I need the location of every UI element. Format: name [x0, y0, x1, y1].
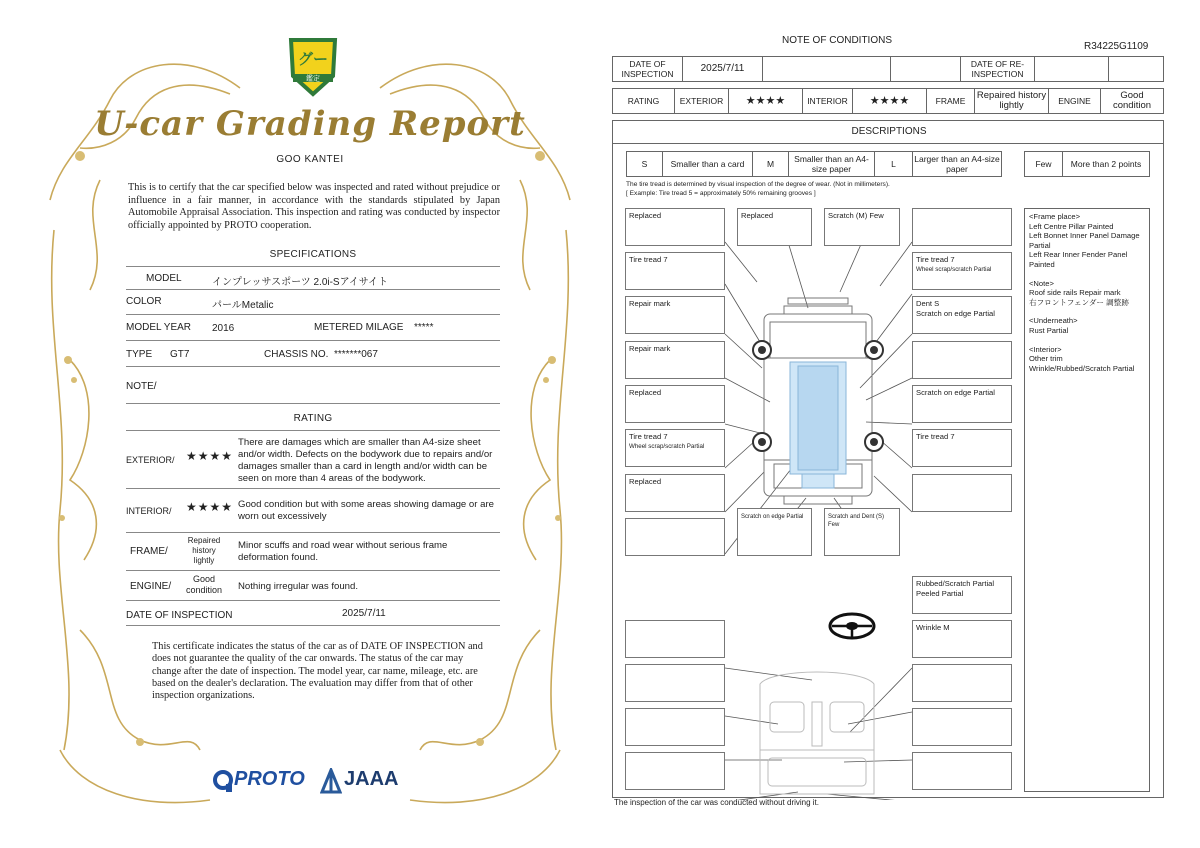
label-right-centre: [912, 341, 1012, 379]
label-rear-centre-2: Scratch and Dent (S) Few: [824, 508, 900, 556]
engine-value: Good condition: [185, 574, 223, 595]
few-label: Few: [1025, 152, 1063, 176]
label-right-rear: [912, 474, 1012, 512]
exterior-label: EXTERIOR: [675, 89, 729, 113]
frame-value: Repaired history lightly: [975, 89, 1049, 113]
few-text: More than 2 points: [1070, 159, 1142, 169]
frame-label: FRAME: [927, 89, 975, 113]
grading-report-page: [40, 30, 580, 820]
legend-code-m: M: [753, 152, 789, 176]
exterior-stars: ★★★★: [729, 89, 803, 113]
interior-label: INTERIOR: [803, 89, 853, 113]
model-label: MODEL: [146, 273, 182, 284]
label-left-rear: Replaced: [625, 474, 725, 512]
reinspection-label: DATE OF RE-INSPECTION: [961, 57, 1035, 81]
rating-label: RATING: [613, 89, 675, 113]
model-year-value: 2016: [212, 323, 235, 334]
legend-text-l: Larger than an A4-size paper: [914, 154, 1000, 174]
inspection-date-value: 2025/7/11: [342, 608, 386, 619]
chassis-label: CHASSIS NO.: [264, 349, 329, 360]
frame-row: [126, 533, 500, 571]
engine-label: ENGINE: [1049, 89, 1101, 113]
note-1: Roof side rails Repair mark: [1029, 288, 1121, 298]
label-steering-line1: Rubbed/Scratch Partial: [916, 579, 995, 588]
label-left-front-door: Repair mark: [625, 296, 725, 334]
chassis-value: *******067: [334, 349, 378, 360]
label-left-rear-door: Replaced: [625, 385, 725, 423]
report-subtitle: GOO KANTEI: [276, 154, 344, 165]
label-right-front-door-line2: Scratch on edge Partial: [916, 308, 995, 318]
note-2: 右フロントフェンダー 調整跡: [1029, 297, 1129, 307]
note-underneath-1: Rust Partial: [1029, 325, 1069, 335]
report-title: U-car Grading Report: [94, 104, 526, 144]
interior-box-right-3: [912, 708, 1012, 746]
note-frame-1: Left Centre Pillar Painted: [1029, 221, 1114, 231]
date-value: 2025/7/11: [683, 57, 763, 81]
note-row: [126, 367, 500, 404]
notes-panel: [1024, 208, 1150, 792]
note-interior-1: Other trim: [1029, 354, 1063, 364]
exterior-stars: ★★★★: [186, 449, 234, 463]
label-right-front-door-line1: Dent S: [916, 299, 940, 308]
engine-label: ENGINE/: [130, 581, 172, 592]
svg-text:鑑定: 鑑定: [306, 74, 320, 83]
certificate-text: This is to certify that the car specified below was inspected and rated without prejudice or influence in a fair manner, in accordance with the standards stipulated by Japan Automobile Appraisal Association. This inspection and rating was conducted by inspector officially appointed by PROTO cooperation.: [128, 182, 500, 231]
few-legend: [1024, 151, 1150, 177]
jaaa-brand: JAAA: [344, 768, 399, 790]
type-value: GT7: [170, 349, 190, 360]
label-right-tire-front-line2: Wheel scrap/scratch Partial: [916, 265, 992, 273]
interior-box-left-3: [625, 708, 725, 746]
descriptions-header: [612, 120, 1164, 144]
label-steering: [912, 576, 1012, 614]
interior-stars: ★★★★: [186, 500, 234, 514]
note-of-conditions-page: [612, 32, 1164, 816]
model-value: インプレッサスポーツ 2.0i-Sアイサイト: [212, 277, 389, 288]
note-frame-heading: <Frame place>: [1029, 212, 1081, 221]
certificate-footer: This certificate indicates the status of the car as of DATE OF INSPECTION and does not guarantee the quality of the car onwards. The status of the car may change after the date of inspection. The model year, car name, mileage, etc. are based on the dealer's declaration. The evaluation may differ from that of other inspection organizations.: [152, 641, 483, 702]
date-blank-2: [891, 57, 961, 81]
label-right-tire-rear: Tire tread 7: [912, 429, 1012, 467]
frame-label: FRAME/: [130, 546, 168, 557]
frame-description: Minor scuffs and road wear without serious frame deformation found.: [238, 540, 448, 563]
legend-text-m: Smaller than an A4-size paper: [789, 152, 875, 176]
legend-text-s: Smaller than a card: [663, 152, 753, 176]
inspection-date-label: DATE OF INSPECTION: [126, 610, 233, 621]
exterior-row: [126, 430, 500, 489]
note-heading: <Note>: [1029, 278, 1054, 288]
interior-box-right-2: [912, 664, 1012, 702]
note-frame-3: Left Rear Inner Fender Panel Painted: [1029, 250, 1128, 269]
engine-description: Nothing irregular was found.: [238, 581, 358, 592]
label-right-front-door: [912, 296, 1012, 334]
label-left-centre: Repair mark: [625, 341, 725, 379]
descriptions-heading: DESCRIPTIONS: [851, 126, 927, 137]
label-interior-right-1: Wrinkle M: [912, 620, 1012, 658]
interior-box-right-4: [912, 752, 1012, 790]
interior-box-left-4: [625, 752, 725, 790]
tread-note-2: [ Example: Tire tread 5 = approximately 50% remaining grooves ]: [626, 190, 816, 197]
legend-code-l: L: [875, 152, 913, 176]
specifications-heading: SPECIFICATIONS: [269, 249, 357, 260]
model-year-row: [126, 315, 500, 341]
inspection-date-row: [126, 601, 500, 626]
label-front-right-1: Scratch (M) Few: [824, 208, 900, 246]
mileage-label: METERED MILAGE: [314, 322, 404, 333]
date-row: [612, 56, 1164, 82]
note-interior-2: Wrinkle/Rubbed/Scratch Partial: [1029, 363, 1135, 373]
interior-label: INTERIOR/: [126, 506, 172, 516]
color-row: [126, 289, 500, 315]
label-left-tire-front: Tire tread 7: [625, 252, 725, 290]
label-right-tire-front-line1: Tire tread 7: [916, 255, 955, 264]
size-legend: [626, 151, 1002, 177]
type-label: TYPE: [126, 349, 153, 360]
note-label: NOTE/: [126, 381, 157, 392]
report-id: R34225G1109: [1084, 41, 1149, 52]
exterior-description: There are damages which are smaller than A4-size sheet and/or width. Defects on the bodywork due to repairs and/or damages smaller than a card in length and/or width can be seen on more than 4 areas of the bodywork.: [238, 437, 493, 484]
label-left-tire-rear-line2: Wheel scrap/scratch Partial: [629, 442, 705, 450]
note-interior-heading: <Interior>: [1029, 344, 1062, 354]
date-blank-1: [763, 57, 891, 81]
interior-stars: ★★★★: [853, 89, 927, 113]
jaaa-logo-icon: [320, 768, 342, 794]
model-year-label: MODEL YEAR: [126, 322, 192, 333]
note-frame-2: Left Bonnet Inner Panel Damage Partial: [1029, 231, 1140, 250]
legend-code-s: S: [627, 152, 663, 176]
engine-row: [126, 571, 500, 601]
interior-box-left-1: [625, 620, 725, 658]
label-rear-left-bottom: [625, 518, 725, 556]
tread-note-1: The tire tread is determined by visual inspection of the degree of wear. (Not in millimeters).: [626, 181, 890, 188]
conditions-heading: NOTE OF CONDITIONS: [782, 35, 892, 46]
label-front-right-2: [912, 208, 1012, 246]
label-rear-centre-1: Scratch on edge Partial: [737, 508, 812, 556]
note-underneath-heading: <Underneath>: [1029, 316, 1078, 326]
frame-value: Repaired history lightly: [187, 536, 221, 565]
inspection-footer-note: The inspection of the car was conducted without driving it.: [614, 798, 819, 807]
label-front-left-2: Replaced: [737, 208, 812, 246]
rating-heading: RATING: [293, 413, 333, 424]
mileage-value: *****: [414, 322, 434, 333]
svg-text:グー: グー: [297, 50, 329, 68]
model-row: [126, 266, 500, 290]
goo-kantei-logo: [287, 36, 339, 98]
interior-row: [126, 488, 500, 533]
proto-logo-icon: [212, 768, 234, 794]
label-right-tire-front: [912, 252, 1012, 290]
color-label: COLOR: [126, 296, 162, 307]
type-row: [126, 341, 500, 367]
interior-description: Good condition but with some areas showing damage or are worn out excessively: [238, 499, 494, 522]
date-label: DATE OF INSPECTION: [613, 57, 683, 81]
label-right-rear-door: Scratch on edge Partial: [912, 385, 1012, 423]
label-left-tire-rear: [625, 429, 725, 467]
engine-value: Good condition: [1112, 90, 1152, 111]
label-steering-line2: Peeled Partial: [916, 588, 964, 598]
interior-box-left-2: [625, 664, 725, 702]
reinspection-value: [1035, 57, 1109, 81]
exterior-label: EXTERIOR/: [126, 455, 175, 465]
label-left-tire-rear-line1: Tire tread 7: [629, 432, 668, 441]
rating-row: [612, 88, 1164, 114]
proto-brand: PROTO: [234, 768, 305, 790]
color-value: パールMetalic: [212, 300, 274, 311]
label-front-left-1: Replaced: [625, 208, 725, 246]
